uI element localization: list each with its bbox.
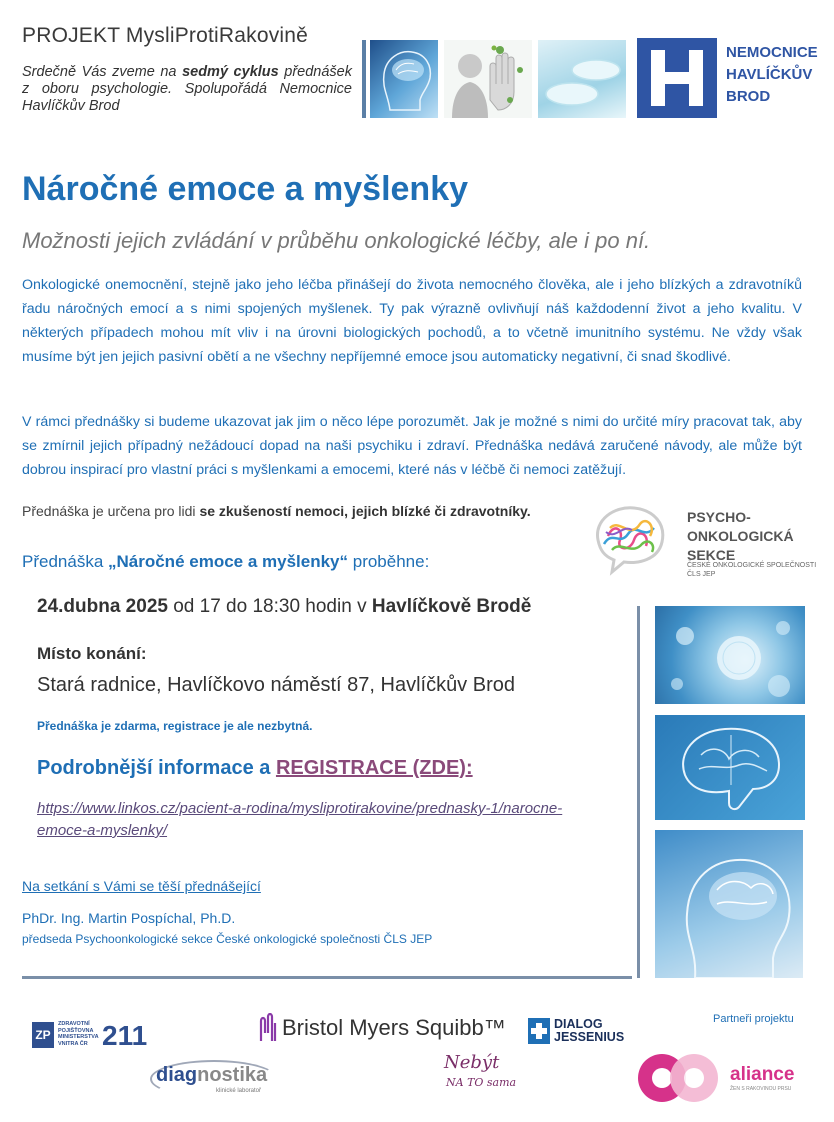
lecture-announcement: Přednáška „Náročné emoce a myšlenky“ proběhne: bbox=[22, 552, 430, 571]
header-divider bbox=[362, 40, 366, 118]
speaker-name: PhDr. Ing. Martin Pospíchal, Ph.D. bbox=[22, 910, 236, 926]
content-divider-vertical bbox=[637, 606, 640, 978]
speaker-greeting: Na setkání s Vámi se těší přednášející bbox=[22, 878, 261, 894]
diagnostika-logo: diagnostika klinické laboratoř bbox=[150, 1058, 280, 1098]
audience-note: Přednáška je určena pro lidi se zkušeností nemoci, jejich blízké či zdravotníky. bbox=[22, 503, 531, 519]
registration-link[interactable]: REGISTRACE (ZDE): bbox=[275, 757, 473, 779]
head-profile-image bbox=[655, 830, 803, 978]
project-title: PROJEKT MysliProtiRakovině bbox=[22, 24, 309, 47]
bms-mark-icon bbox=[258, 1013, 278, 1043]
psychooncology-logo-icon bbox=[590, 500, 670, 578]
brain-image bbox=[655, 715, 805, 820]
medical-cross-icon bbox=[528, 1018, 550, 1044]
more-info-heading: Podrobnější informace a REGISTRACE (ZDE): bbox=[37, 757, 473, 779]
free-registration-note: Přednáška je zdarma, registrace je ale nezbytná. bbox=[37, 719, 313, 733]
page-title: Náročné emoce a myšlenky bbox=[22, 170, 469, 208]
venue-address: Stará radnice, Havlíčkovo náměstí 87, Havlíčkův Brod bbox=[37, 674, 515, 696]
venue-label: Místo konání: bbox=[37, 644, 147, 663]
partners-label: Partneři projektu bbox=[713, 1013, 794, 1025]
hand-stop-image bbox=[444, 40, 532, 118]
lecture-paragraph: V rámci přednášky si budeme ukazovat jak jim o něco lépe porozumět. Jak je možné s nimi do určité míry pracovat tak, aby se zmírnil jejich případný nežádoucí dopad na naši psychiku i zdraví. Přednáška nedává zaručené návody, ale může být dobrou inspirací pro vlastní práci s myšlenkami a emocemi, které nás v léčbě či nemoci zatěžují. bbox=[22, 414, 802, 478]
content-divider-horizontal bbox=[22, 976, 632, 979]
speaker-role: předseda Psychoonkologické sekce České onkologické společnosti ČLS JEP bbox=[22, 932, 433, 946]
brain-head-image bbox=[370, 40, 438, 118]
registration-url-link[interactable]: https://www.linkos.cz/pacient-a-rodina/mysliprotirakovine/prednasky-1/narocne-emoce-a-myslenky/ bbox=[37, 800, 563, 839]
hospital-logo bbox=[637, 38, 717, 118]
intro-paragraph: Onkologické onemocnění, stejně jako jeho léčba přinášejí do života nemocného člověka, ale i jeho blízkých a zdravotníků řadu náročných emocí a s nimi spojených myšlenek. Ty pak výrazně ovlivňují náš každodenní život a jeho kvalitu. V některých případech mohou mít vliv i na úrovni biologických pochodů, a to včetně imunitního systému. Ne vždy však musíme být jen jejich pasivní obětí a ne všechny nepříjemné emoce jsou automaticky negativní, či snad škodlivé. bbox=[22, 277, 802, 365]
zpmv-logo: ZP ZDRAVOTNÍ POJIŠŤOVNA MINISTERSTVA VNITRA ČR 211 bbox=[32, 1020, 150, 1054]
hospital-name: NEMOCNICE HAVLÍČKŮV BROD bbox=[726, 44, 818, 105]
bristol-myers-squibb-logo: Bristol Myers Squibb™ bbox=[258, 1013, 468, 1047]
page-subtitle: Možnosti jejich zvládání v průběhu onkologické léčby, ale i po ní. bbox=[22, 228, 651, 253]
event-date: 24.dubna 2025 od 17 do 18:30 hodin v Havlíčkově Brodě bbox=[37, 596, 532, 617]
psychooncology-title: PSYCHO- ONKOLOGICKÁ SEKCE bbox=[687, 509, 794, 563]
psychooncology-subtitle: ČESKÉ ONKOLOGICKÉ SPOLEČNOSTI ČLS JEP bbox=[687, 562, 817, 578]
aliance-logo: aliance ŽEN S RAKOVINOU PRSU bbox=[638, 1054, 818, 1104]
cells-image bbox=[655, 606, 805, 704]
dialog-jessenius-logo: DIALOG JESSENIUS bbox=[528, 1018, 638, 1048]
nebyt-na-to-sama-logo: Nebýt NA TO sama bbox=[444, 1052, 517, 1089]
invite-text: Srdečně Vás zveme na sedmý cyklus přednášek z oboru psychologie. Spolupořádá Nemocnice Havlíčkův Brod bbox=[22, 64, 352, 114]
petri-dish-image bbox=[538, 40, 626, 118]
